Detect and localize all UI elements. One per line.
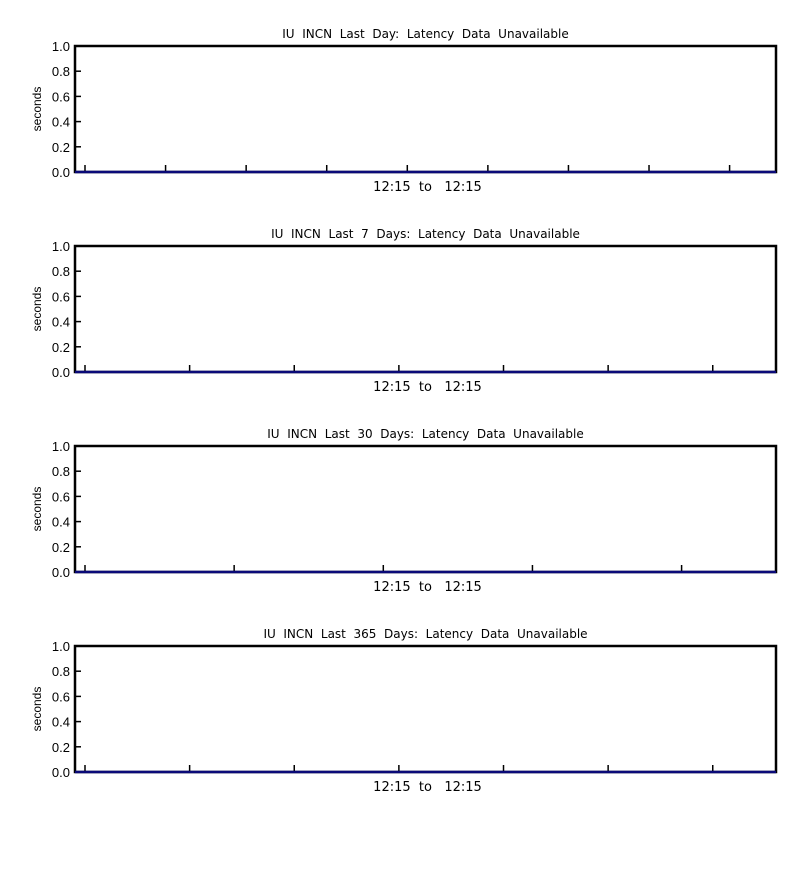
- y-tick-label: 0.4: [51, 514, 70, 530]
- y-tick-label: 0.6: [51, 489, 70, 505]
- chart-title: IU INCN Last 365 Days: Latency Data Unavailable: [263, 627, 588, 641]
- time-range-label: 12:15 to 12:15: [373, 380, 482, 395]
- time-range-label: 12:15 to 12:15: [373, 780, 482, 795]
- y-tick-label: 0.4: [51, 714, 70, 730]
- y-axis-label: seconds: [30, 486, 44, 532]
- y-tick-label: 0.8: [51, 64, 70, 80]
- y-tick-label: 1.0: [51, 39, 70, 54]
- y-tick-label: 0.0: [51, 165, 70, 180]
- y-tick-label: 0.2: [51, 139, 70, 155]
- time-range-label: 12:15 to 12:15: [373, 580, 482, 595]
- y-tick-label: 0.2: [51, 539, 70, 555]
- y-tick-label: 0.8: [51, 264, 70, 280]
- y-axis-label: seconds: [30, 86, 44, 132]
- y-axis-label: seconds: [30, 686, 44, 732]
- y-tick-label: 0.6: [51, 289, 70, 305]
- y-tick-label: 0.6: [51, 89, 70, 105]
- y-tick-label: 0.8: [51, 464, 70, 480]
- chart-title: IU INCN Last 30 Days: Latency Data Unavailable: [267, 427, 584, 441]
- y-tick-label: 0.8: [51, 664, 70, 680]
- chart-panel-3: [30, 427, 776, 595]
- y-tick-label: 0.2: [51, 339, 70, 355]
- y-tick-label: 0.2: [51, 739, 70, 755]
- chart-panel-2: [30, 227, 776, 395]
- y-tick-label: 0.4: [51, 314, 70, 330]
- plot-frame: [75, 46, 776, 172]
- y-tick-label: 0.4: [51, 114, 70, 130]
- chart-panel-4: [30, 627, 776, 795]
- chart-title: IU INCN Last Day: Latency Data Unavailable: [282, 27, 569, 41]
- plot-frame: [75, 646, 776, 772]
- y-tick-label: 0.0: [51, 365, 70, 380]
- y-tick-label: 1.0: [51, 239, 70, 254]
- y-tick-label: 0.0: [51, 565, 70, 580]
- y-axis-label: seconds: [30, 286, 44, 332]
- y-tick-label: 1.0: [51, 639, 70, 654]
- chart-panel-1: [30, 27, 776, 195]
- chart-title: IU INCN Last 7 Days: Latency Data Unavailable: [271, 227, 580, 241]
- y-tick-label: 0.6: [51, 689, 70, 705]
- plot-frame: [75, 446, 776, 572]
- plot-frame: [75, 246, 776, 372]
- y-tick-label: 1.0: [51, 439, 70, 454]
- y-tick-label: 0.0: [51, 765, 70, 780]
- time-range-label: 12:15 to 12:15: [373, 180, 482, 195]
